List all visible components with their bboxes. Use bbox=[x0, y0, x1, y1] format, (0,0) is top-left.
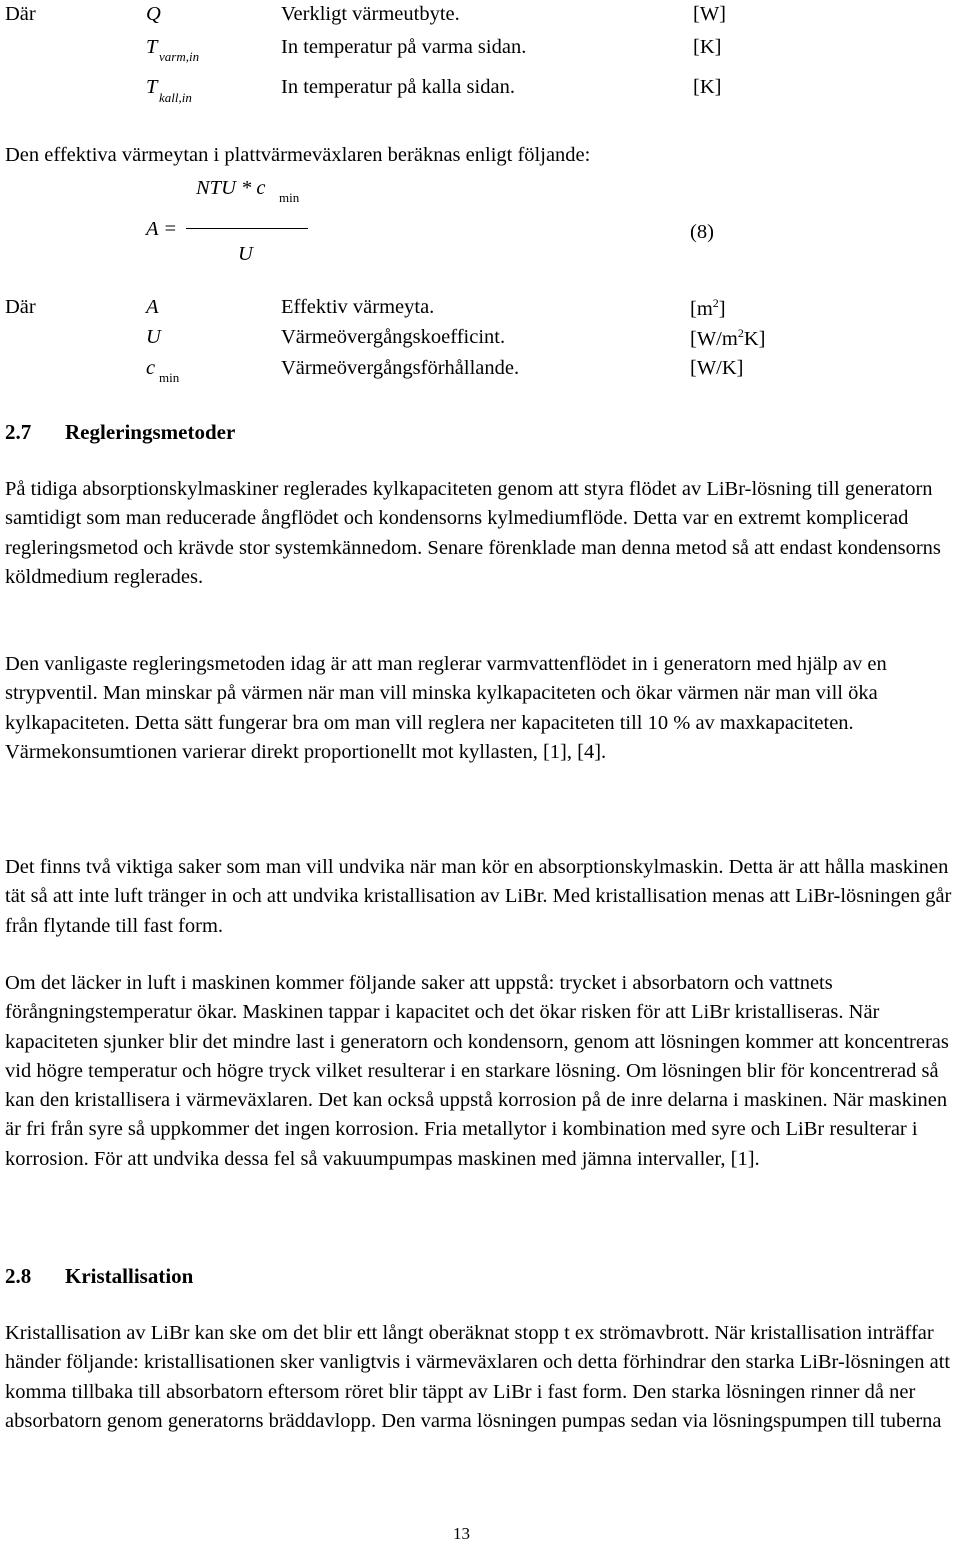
unit-a: $[m^2]$ bbox=[690, 296, 726, 320]
symbol-c: c bbox=[146, 357, 156, 379]
symbol-q: Q bbox=[146, 3, 161, 25]
dar-label-1: Där bbox=[5, 3, 36, 25]
paragraph-2-7-1: På tidiga absorptionskylmaskiner reglerades kylkapaciteten genom att styra flödet av LiBr-lösning till generatorn samtidigt som man reducerade ångflödet och kondensorns kylmediumflöde. Detta var en extremt komplicerad regleringsmetod och krävde stor systemkännedom. Senare förenklade man denna metod så att endast kondensorns köldmedium reglerades. bbox=[5, 478, 941, 588]
unit-t-kall: [K] bbox=[693, 76, 722, 98]
equation-number: (8) bbox=[690, 221, 714, 243]
equation-numerator: NTU * c bbox=[196, 177, 266, 199]
desc-q: Verkligt värmeutbyte. bbox=[281, 3, 460, 25]
symbol-u: U bbox=[146, 326, 161, 348]
paragraph-2-7-2: Den vanligaste regleringsmetoden idag är att man reglerar varmvattenflödet in i generatorn med hjälp av en strypventil. Man minskar på värmen när man vill minska kylkapaciteten och ökar värmen när man vill öka kylkapaciteten. Detta sätt fungerar bra om man vill reglera ner kapaciteten till 10 % av maxkapaciteten. Värmekonsumtionen varierar direkt proportionellt mot kyllasten, [1], [4]. bbox=[5, 653, 887, 763]
dar-label-2: Där bbox=[5, 296, 36, 318]
desc-t-varm: In temperatur på varma sidan. bbox=[281, 36, 527, 58]
subscript-kall-in: kall,in bbox=[159, 90, 192, 105]
subscript-varm-in: varm,in bbox=[159, 49, 200, 64]
section-heading-2-7 bbox=[5, 422, 235, 443]
section-heading-2-8 bbox=[5, 1266, 193, 1287]
symbol-a: A bbox=[146, 296, 159, 318]
subscript-min: min bbox=[159, 370, 180, 385]
fraction-bar bbox=[186, 228, 308, 229]
unit-u: $[W/m^2K]$ bbox=[690, 326, 766, 350]
unit-c: [W/K] bbox=[690, 357, 744, 379]
desc-c: Värmeövergångsförhållande. bbox=[281, 357, 520, 379]
equation-numerator-sub: min bbox=[279, 190, 300, 205]
unit-t-varm: [K] bbox=[693, 36, 722, 58]
section-title: Kristallisation bbox=[65, 1264, 194, 1288]
paragraph-2-7-4: Om det läcker in luft i maskinen kommer följande saker att uppstå: trycket i absorbatorn och vattnets förångningstemperatur ökar. Maskinen tappar i kapacitet och det ökar risken för att LiBr kristalliseras. När kapaciteten sjunker blir det mindre last i generatorn och kondensorn, genom att lösningen kommer att koncentreras vid högre temperatur och högre tryck vilket resulterar i en starkare lösning. Om lösningen blir för koncentrerad så kan den kristallisera i värmeväxlaren. Det kan också uppstå korrosion på de inre delarna i maskinen. När maskinen är fri från syre så uppkommer det ingen korrosion. Fria metallytor i kombination med syre och LiBr resulterar i korrosion. För att undvika dessa fel så vakuumpumpas maskinen med jämna intervaller, [1]. bbox=[5, 972, 949, 1170]
desc-a: Effektiv värmeyta. bbox=[281, 296, 435, 318]
section-title: Regleringsmetoder bbox=[65, 420, 236, 444]
paragraph-2-8-1: Kristallisation av LiBr kan ske om det blir ett långt oberäknat stopp t ex strömavbrott. När kristallisation inträffar händer följande: kristallisationen sker vanligtvis i värmeväxlaren och detta förhindrar den starka LiBr-lösningen att komma tillbaka till absorbatorn eftersom röret blir täppt av LiBr i fast form. Den starka lösningen rinner då ner absorbatorn genom generatorns bräddavlopp. Den varma lösningen pumpas sedan via lösningspumpen till tuberna bbox=[5, 1322, 951, 1432]
section-number: 2.8 bbox=[5, 1264, 32, 1288]
unit-q: [W] bbox=[693, 3, 727, 25]
intro-text: Den effektiva värmeytan i plattvärmeväxlaren beräknas enligt följande: bbox=[5, 144, 591, 166]
desc-t-kall: In temperatur på kalla sidan. bbox=[281, 76, 515, 98]
equation-denominator: U bbox=[238, 243, 253, 265]
page-number: 13 bbox=[453, 1524, 470, 1543]
symbol-t-varm: T bbox=[146, 36, 158, 58]
desc-u: Värmeövergångskoefficint. bbox=[281, 326, 506, 348]
symbol-t-kall: T bbox=[146, 76, 158, 98]
section-number: 2.7 bbox=[5, 420, 32, 444]
equation-lhs: A = bbox=[146, 218, 178, 240]
paragraph-2-7-3: Det finns två viktiga saker som man vill undvika när man kör en absorptionskylmaskin. Detta är att hålla maskinen tät så att inte luft tränger in och att undvika kristallisation av LiBr. Med kristallisation menas att LiBr-lösningen går från flytande till fast form. bbox=[5, 856, 952, 937]
